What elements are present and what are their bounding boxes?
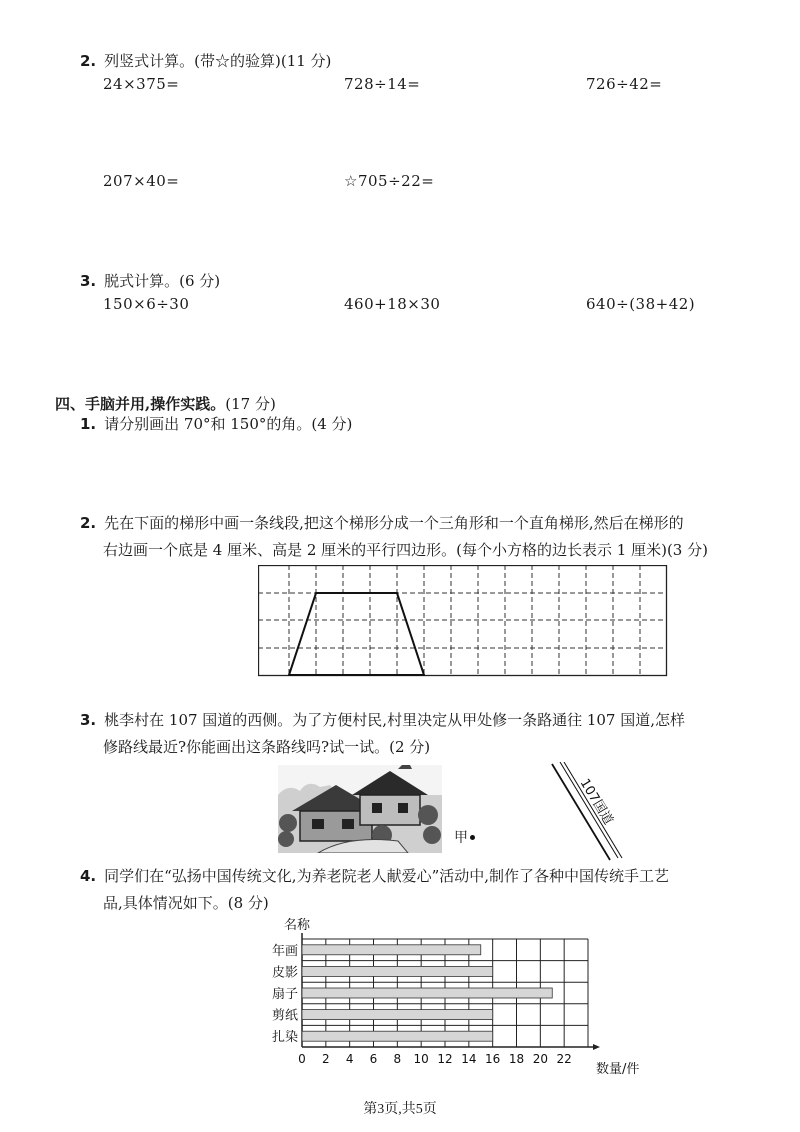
p1-text: 请分别画出 70°和 150°的角。(4 分) <box>104 415 353 433</box>
p4-line1 <box>80 863 669 890</box>
trapezoid-grid <box>258 565 668 677</box>
q3-number: 3. <box>80 272 97 290</box>
chart-bar <box>302 966 493 976</box>
p3-line2: 修路线最近?你能画出这条路线吗?试一试。(2 分) <box>103 738 431 756</box>
p2-line1-text: 先在下面的梯形中画一条线段,把这个梯形分成一个三角形和一个直角梯形,然后在梯形的 <box>104 514 684 532</box>
q2-expr-1: 24×375= <box>103 75 180 93</box>
p4-line2: 品,具体情况如下。(8 分) <box>103 894 269 912</box>
q2-text: 列竖式计算。(带☆的验算)(11 分) <box>104 52 332 70</box>
p1-heading <box>80 411 352 438</box>
chart-xlabel: 数量/件 <box>596 1062 640 1077</box>
chart-tick-label: 12 <box>437 1052 453 1066</box>
q2-heading <box>80 50 331 71</box>
chart-bar <box>302 945 481 955</box>
chart-category-label: 皮影 <box>271 965 298 981</box>
q3-expr-3: 640÷(38+42) <box>586 295 696 313</box>
q2-expr-3: 726÷42= <box>586 75 663 93</box>
q2-number: 2. <box>80 52 97 70</box>
p1-number: 1. <box>80 415 97 433</box>
chart-tick-label: 6 <box>369 1052 378 1066</box>
chart-tick-label: 20 <box>532 1052 548 1066</box>
q2-expr-2: 728÷14= <box>344 75 421 93</box>
chart-x-axis-arrow <box>593 1044 600 1050</box>
chart-category-label: 扎染 <box>271 1030 298 1046</box>
q2-expr-5: ☆705÷22= <box>344 172 435 190</box>
q3-expr-2: 460+18×30 <box>344 295 441 313</box>
p2-line2: 右边画一个底是 4 厘米、高是 2 厘米的平行四边形。(每个小方格的边长表示 1 厘米)(3 分) <box>103 541 708 559</box>
q3-text: 脱式计算。(6 分) <box>104 272 221 290</box>
q3-heading <box>80 270 220 291</box>
road-107-icon <box>548 762 628 862</box>
q3-expr-1: 150×6÷30 <box>103 295 190 313</box>
chart-category-label: 剪纸 <box>271 1008 298 1024</box>
p3-number: 3. <box>80 711 97 729</box>
point-jia-label <box>454 827 468 847</box>
point-jia-text: 甲 <box>454 830 468 846</box>
chart-tick-label: 8 <box>393 1052 402 1066</box>
p4-number: 4. <box>80 867 97 885</box>
page-footer: 第3页,共5页 <box>363 1102 437 1117</box>
p2-line1 <box>80 510 684 537</box>
section4-title: 四、手脑并用,操作实践。 <box>55 395 226 413</box>
chart-tick-label: 14 <box>461 1052 477 1066</box>
chart-tick-label: 0 <box>298 1052 306 1066</box>
p4-line1-text: 同学们在“弘扬中国传统文化,为养老院老人献爱心”活动中,制作了各种中国传统手工艺 <box>104 867 670 885</box>
chart-bar <box>302 1031 493 1041</box>
point-jia-dot <box>470 835 475 840</box>
road-107-label: 107国道 <box>576 776 616 828</box>
chart-tick-label: 2 <box>322 1052 330 1066</box>
q2-expr-4: 207×40= <box>103 172 180 190</box>
chart-bar <box>302 988 552 998</box>
p2-number: 2. <box>80 514 97 532</box>
chart-tick-label: 18 <box>508 1052 525 1066</box>
p3-line1 <box>80 707 685 734</box>
chart-category-label: 扇子 <box>271 987 298 1002</box>
chart-ylabel: 名称 <box>284 918 311 933</box>
chart-category-label: 年画 <box>271 943 298 959</box>
chart-tick-label: 10 <box>413 1052 429 1066</box>
handicraft-bar-chart <box>250 915 650 1085</box>
p3-line1-text: 桃李村在 107 国道的西侧。为了方便村民,村里决定从甲处修一条路通往 107 国道,怎样 <box>104 711 686 729</box>
chart-tick-label: 22 <box>556 1052 572 1066</box>
chart-tick-label: 16 <box>485 1052 501 1066</box>
chart-bar <box>302 1010 493 1020</box>
village-illustration-icon <box>278 765 442 853</box>
section4-points: (17 分) <box>225 395 276 413</box>
trapezoid-shape <box>289 593 424 675</box>
chart-tick-label: 4 <box>345 1052 354 1066</box>
